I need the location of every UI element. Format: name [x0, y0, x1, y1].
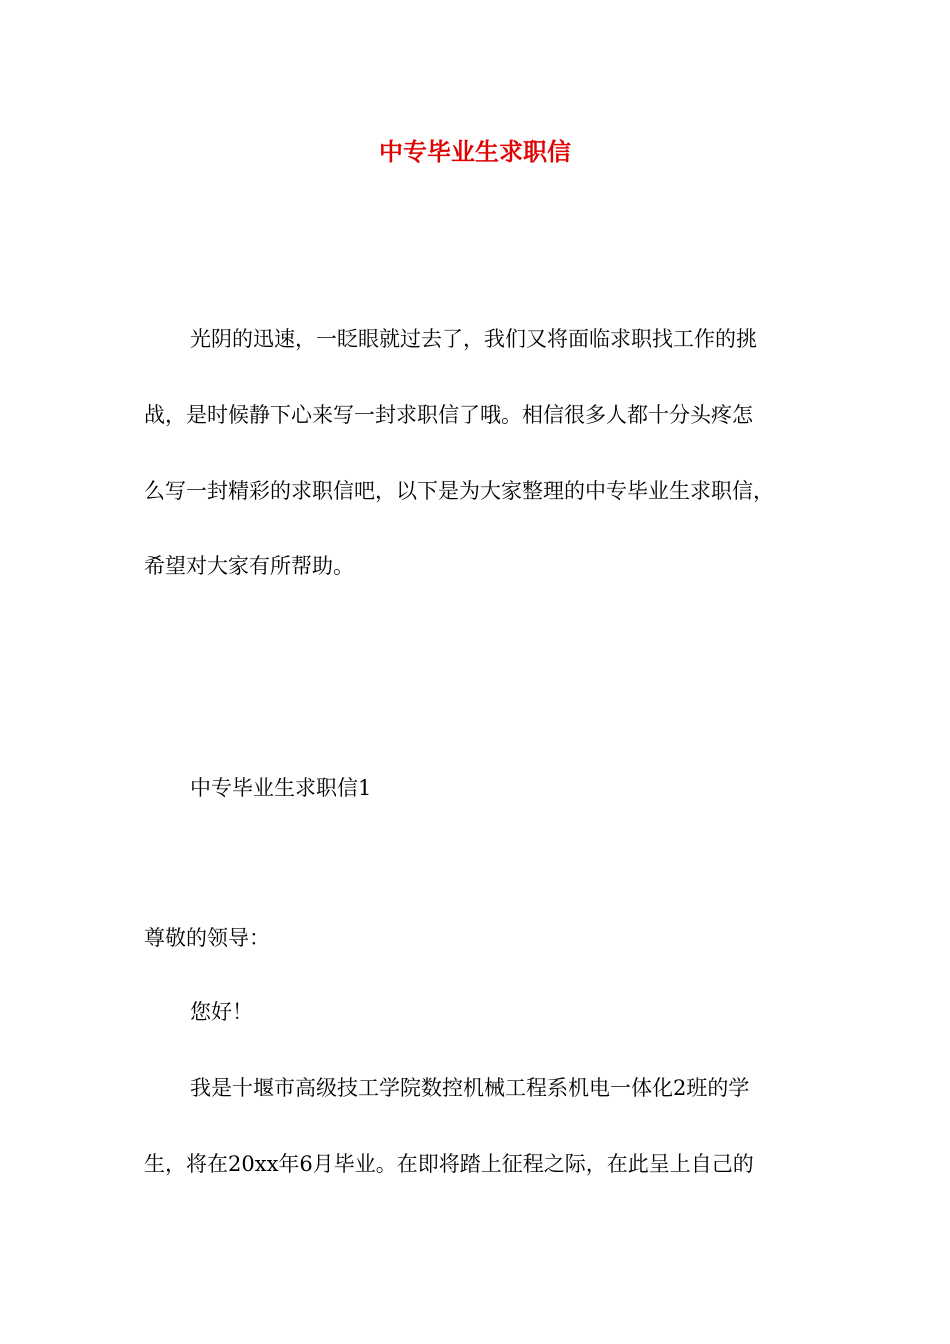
intro-line-4: 希望对大家有所帮助。	[144, 554, 354, 578]
body-line-2: 生，将在20xx年6月毕业。在即将踏上征程之际，在此呈上自己的	[144, 1152, 754, 1176]
greeting: 您好！	[190, 1000, 253, 1024]
intro-line-3: 么写一封精彩的求职信吧，以下是为大家整理的中专毕业生求职信，	[144, 479, 774, 503]
intro-line-1: 光阴的迅速，一眨眼就过去了，我们又将面临求职找工作的挑	[190, 327, 757, 351]
document-title: 中专毕业生求职信	[379, 138, 571, 166]
intro-line-2: 战，是时候静下心来写一封求职信了哦。相信很多人都十分头疼怎	[144, 403, 753, 427]
letter-heading: 中专毕业生求职信1	[190, 776, 372, 800]
salutation: 尊敬的领导：	[144, 926, 270, 950]
body-line-1: 我是十堰市高级技工学院数控机械工程系机电一体化2班的学	[190, 1076, 750, 1100]
